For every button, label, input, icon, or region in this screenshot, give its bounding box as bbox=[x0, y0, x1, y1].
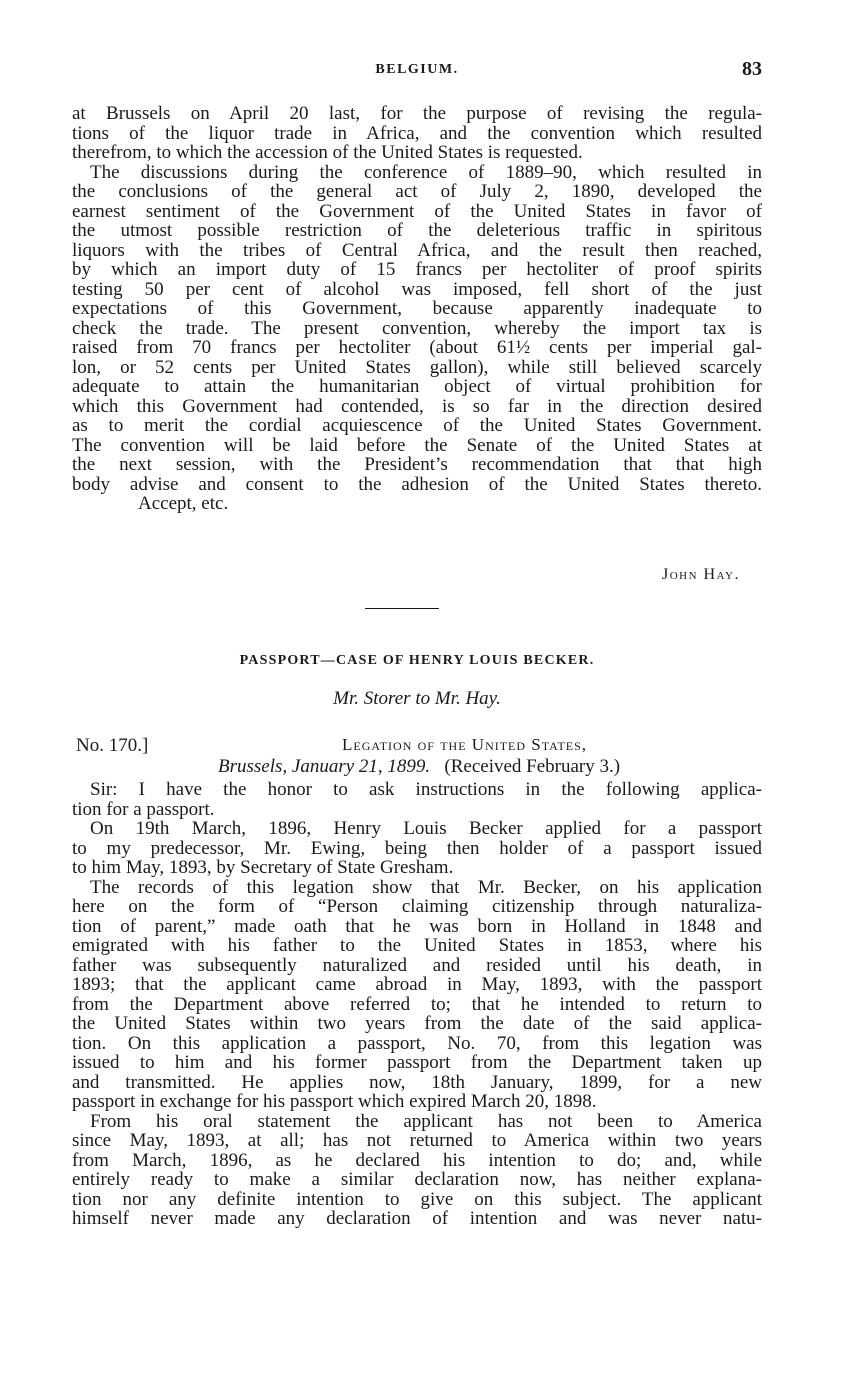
body-line: the conclusions of the general act of July 2, 1890, developed the bbox=[72, 181, 762, 202]
body-line: lon, or 52 cents per United States gallon), while still believed scarcely bbox=[72, 356, 762, 378]
letter-line: passport in exchange for his passport which expired March 20, 1898. bbox=[72, 1091, 597, 1112]
page-number: 83 bbox=[742, 58, 762, 80]
body-line: which this Government had contended, is so far in the direction desired bbox=[72, 395, 762, 417]
body-line: tions of the liquor trade in Africa, and the convention which resulted bbox=[72, 122, 762, 144]
body-line: adequate to attain the humanitarian object of virtual prohibition for bbox=[72, 376, 762, 397]
body-line: expectations of this Government, because apparently inadequate to bbox=[72, 298, 762, 319]
signature: John Hay. bbox=[662, 566, 740, 583]
letter-line: 1893; that the applicant came abroad in May, 1893, with the passport bbox=[72, 974, 762, 995]
letter-line: On 19th March, 1896, Henry Louis Becker applied for a passport bbox=[90, 818, 762, 839]
body-line: The convention will be laid before the Senate of the United States at bbox=[72, 434, 762, 456]
running-head bbox=[72, 58, 762, 84]
letter-line: emigrated with his father to the United States in 1853, where his bbox=[72, 935, 762, 956]
body-line: the next session, with the President’s recommendation that that high bbox=[72, 454, 762, 475]
dispatch-number: No. 170.] bbox=[76, 735, 149, 756]
letter-line: tion of parent,” made oath that he was born in Holland in 1848 and bbox=[72, 915, 762, 937]
letter-line: to my predecessor, Mr. Ewing, being then holder of a passport issued bbox=[72, 837, 762, 859]
body-line: therefrom, to which the accession of the United States is requested. bbox=[72, 142, 583, 163]
body-line: earnest sentiment of the Government of the United States in favor of bbox=[72, 200, 762, 222]
letter-line: and transmitted. He applies now, 18th January, 1899, for a new bbox=[72, 1071, 762, 1093]
body-line: liquors with the tribes of Central Africa, and the result then reached, bbox=[72, 239, 762, 261]
letter-line: since May, 1893, at all; has not returned to America within two years bbox=[72, 1130, 762, 1151]
letter-line: himself never made any declaration of intention and was never natu- bbox=[72, 1208, 762, 1229]
body-line: as to merit the cordial acquiescence of the United States Government. bbox=[72, 415, 762, 436]
section-divider bbox=[365, 608, 439, 609]
letter-line: tion for a passport. bbox=[72, 798, 215, 820]
dateline bbox=[218, 756, 620, 778]
body-line: the utmost possible restriction of the deleterious traffic in spiritous bbox=[72, 220, 762, 241]
letter-line: here on the form of “Person claiming citizenship through naturaliza- bbox=[72, 896, 762, 917]
letter-line: father was subsequently naturalized and resided until his death, in bbox=[72, 954, 762, 976]
legation-line: Legation of the United States, bbox=[342, 735, 588, 754]
body-text bbox=[72, 104, 762, 514]
place-date: Brussels, January 21, 1899. bbox=[218, 756, 431, 777]
letter-line: The records of this legation show that Mr. Becker, on his application bbox=[90, 876, 762, 898]
body-line: body advise and consent to the adhesion of the United States thereto. bbox=[72, 473, 762, 495]
body-line: at Brussels on April 20 last, for the purpose of revising the regula- bbox=[72, 103, 762, 124]
body-line: testing 50 per cent of alcohol was imposed, fell short of the just bbox=[72, 278, 762, 300]
letter-line: tion nor any definite intention to give on this subject. The applicant bbox=[72, 1188, 762, 1210]
running-title: BELGIUM. bbox=[375, 62, 459, 77]
closing-line: Accept, etc. bbox=[138, 493, 229, 514]
section-subheading: Mr. Storer to Mr. Hay. bbox=[333, 688, 501, 709]
letter-line: entirely ready to make a similar declaration now, has neither explana- bbox=[72, 1169, 762, 1190]
letter-line: from the Department above referred to; that he intended to return to bbox=[72, 993, 762, 1015]
section-heading: PASSPORT—CASE OF HENRY LOUIS BECKER. bbox=[239, 653, 595, 668]
letter-text bbox=[72, 780, 762, 1229]
letter-line: From his oral statement the applicant has not been to America bbox=[90, 1110, 762, 1132]
body-line: raised from 70 francs per hectoliter (about 61½ cents per imperial gal- bbox=[72, 337, 762, 358]
body-line: The discussions during the conference of 1889–90, which resulted in bbox=[90, 161, 762, 183]
letter-line: Sir: I have the honor to ask instructions in the following applica- bbox=[90, 779, 762, 800]
letter-line: to him May, 1893, by Secretary of State Gresham. bbox=[72, 857, 454, 878]
letter-line: the United States within two years from the date of the said applica- bbox=[72, 1013, 762, 1034]
body-line: by which an import duty of 15 francs per hectoliter of proof spirits bbox=[72, 259, 762, 280]
body-line: check the trade. The present convention, whereby the import tax is bbox=[72, 317, 762, 339]
letter-line: tion. On this application a passport, No. 70, from this legation was bbox=[72, 1032, 762, 1054]
letter-line: issued to him and his former passport from the Department taken up bbox=[72, 1052, 762, 1073]
letter-line: from March, 1896, as he declared his intention to do; and, while bbox=[72, 1149, 762, 1171]
received-date: (Received February 3.) bbox=[444, 756, 621, 777]
